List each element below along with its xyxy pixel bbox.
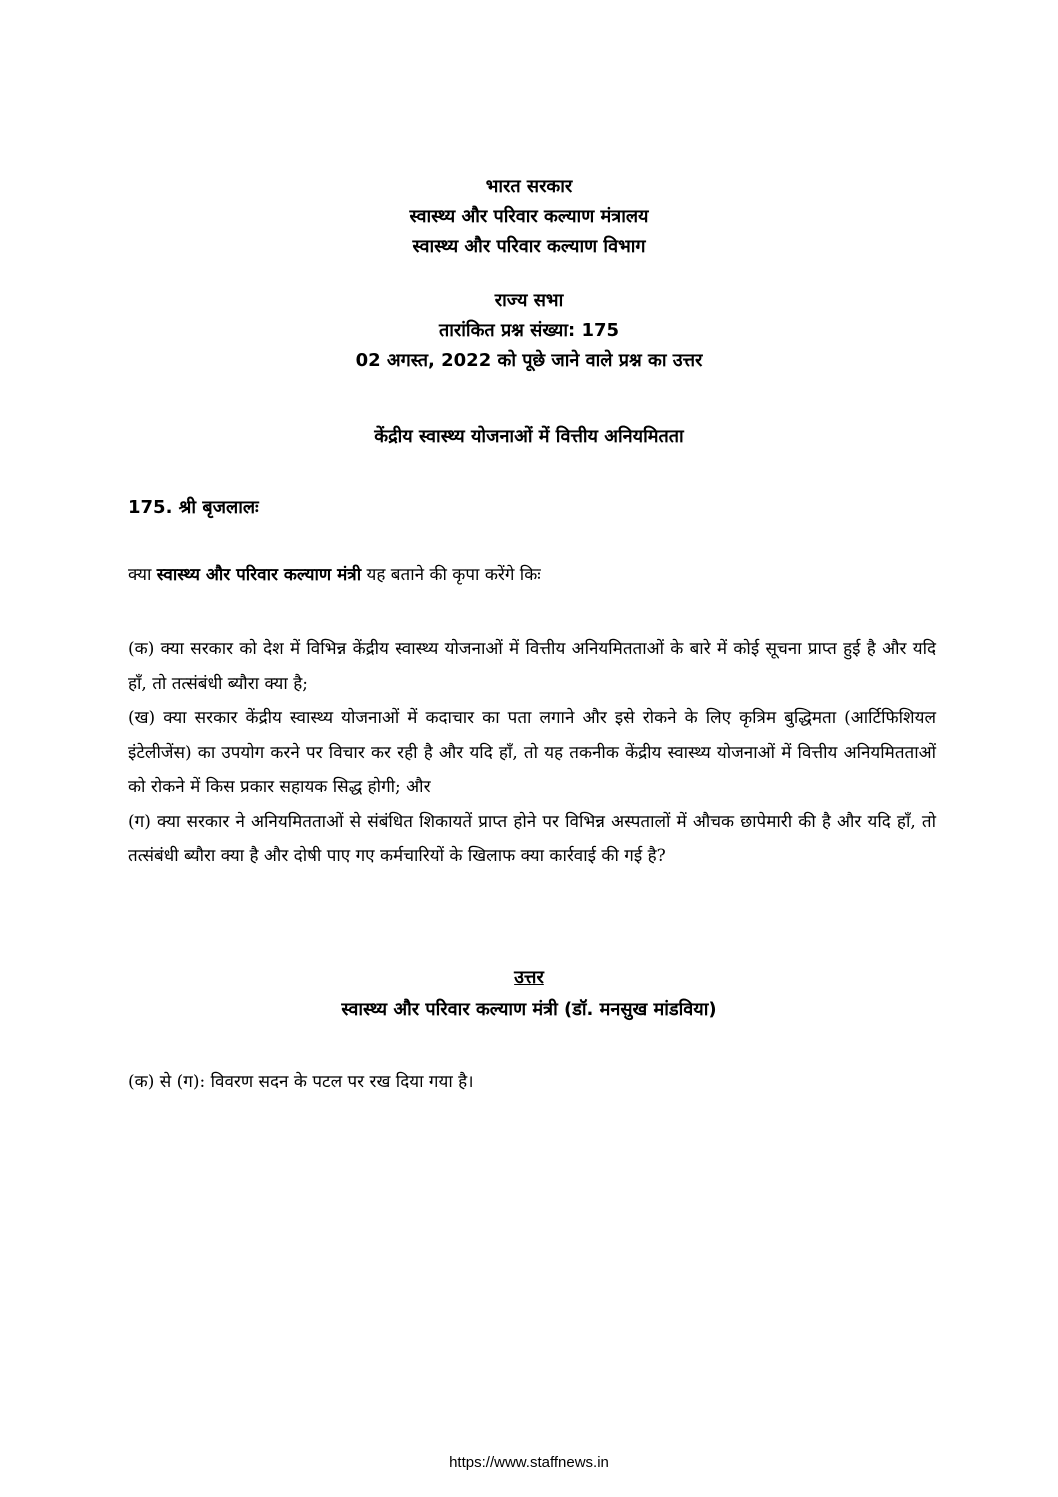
- government-line: भारत सरकार: [485, 176, 573, 197]
- question-parts: [128, 632, 936, 874]
- answer-heading: उत्तर: [514, 967, 544, 988]
- question-part-kha: (ख) क्या सरकार केंद्रीय स्वास्थ्य योजनाओं में कदाचार का पता लगाने और इसे रोकने के लिए कृत्रिम बुद्धिमता (आर्टिफिशियल इंटेलीजेंस) का उपयोग करने पर विचार कर रही है और यदि हाँ, तो यह तकनीक केंद्रीय स्वास्थ्य योजनाओं में वित्तीय अनियमितताओं को रोकने में किस प्रकार सहायक सिद्ध होगी; और: [128, 708, 936, 797]
- department-line: स्वास्थ्य और परिवार कल्याण विभाग: [412, 236, 646, 257]
- ministry-header: [0, 172, 1058, 262]
- ministry-line: स्वास्थ्य और परिवार कल्याण मंत्रालय: [409, 206, 649, 227]
- intro-prefix: क्या: [128, 565, 157, 585]
- answer-date: 02 अगस्त, 2022 को पूछे जाने वाले प्रश्न का उत्तर: [355, 350, 703, 371]
- question-number: तारांकित प्रश्न संख्या: 175: [438, 320, 620, 341]
- question-by: 175. श्री बृजलालः: [128, 497, 259, 518]
- intro-minister: स्वास्थ्य और परिवार कल्याण मंत्री: [156, 565, 362, 585]
- answer-minister: स्वास्थ्य और परिवार कल्याण मंत्री (डॉ. मनसुख मांडविया): [341, 999, 717, 1020]
- answer-header: [0, 962, 1058, 1026]
- question-part-ka: (क) क्या सरकार को देश में विभिन्न केंद्रीय स्वास्थ्य योजनाओं में वित्तीय अनियमितताओं के बारे में कोई सूचना प्राप्त हुई है और यदि हाँ, तो तत्संबंधी ब्यौरा क्या है;: [128, 639, 936, 694]
- question-part-ga: (ग) क्या सरकार ने अनियमितताओं से संबंधित शिकायतें प्राप्त होने पर विभिन्न अस्पतालों में औचक छापेमारी की है और यदि हाँ, तो तत्संबंधी ब्यौरा क्या है और दोषी पाए गए कर्मचारियों के खिलाफ क्या कार्रवाई की गई है?: [128, 811, 936, 866]
- intro-suffix: यह बताने की कृपा करेंगे किः: [361, 565, 541, 585]
- question-intro: [128, 560, 541, 590]
- answer-text: (क) से (ग): विवरण सदन के पटल पर रख दिया गया है।: [128, 1072, 474, 1092]
- question-subject: केंद्रीय स्वास्थ्य योजनाओं में वित्तीय अनियमितता: [374, 426, 684, 447]
- question-meta: [0, 286, 1058, 376]
- house-name: राज्य सभा: [494, 290, 564, 311]
- footer-url: https://www.staffnews.in: [449, 1454, 609, 1471]
